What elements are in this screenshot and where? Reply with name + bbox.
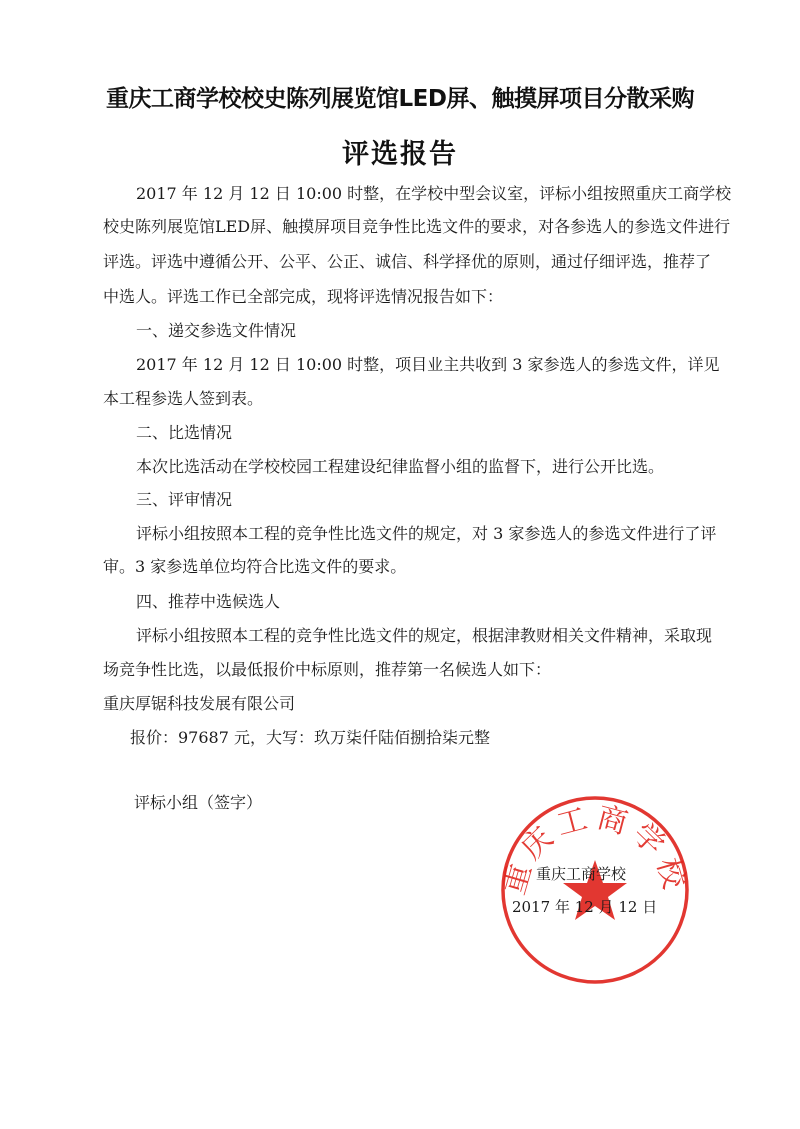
section-text: 审。3 家参选单位均符合比选文件的要求。 — [103, 557, 407, 576]
official-seal-icon — [495, 790, 695, 990]
winning-company: 重庆厚锯科技发展有限公司 — [103, 694, 296, 713]
section-text: 2017 年 12 月 12 日 10:00 时整，项目业主共收到 3 家参选人的参选文件，详见 — [136, 355, 720, 374]
section-text: 评标小组按照本工程的竞争性比选文件的规定，根据津教财相关文件精神，采取现 — [136, 626, 713, 645]
intro-line: 评选。评选中遵循公开、公平、公正、诚信、科学择优的原则，通过仔细评选，推荐了 — [103, 252, 712, 271]
section-text: 本工程参选人签到表。 — [103, 389, 264, 408]
section-text: 场竞争性比选，以最低报价中标原则，推荐第一名候选人如下： — [103, 660, 552, 679]
section-text: 本次比选活动在学校校园工程建设纪律监督小组的监督下，进行公开比选。 — [136, 457, 665, 476]
section-heading: 四、推荐中选候选人 — [136, 592, 281, 611]
section-heading: 二、比选情况 — [136, 423, 233, 442]
document-subtitle: 评选报告 — [342, 139, 458, 170]
intro-line: 2017 年 12 月 12 日 10:00 时整，在学校中型会议室，评标小组按照重庆工商学校 — [136, 184, 732, 203]
intro-line: 中选人。评选工作已全部完成，现将评选情况报告如下： — [103, 287, 504, 306]
signature-org: 重庆工商学校 — [536, 865, 627, 883]
section-heading: 三、评审情况 — [136, 490, 233, 509]
section-heading: 一、递交参选文件情况 — [136, 321, 297, 340]
signature-date: 2017 年 12 月 12 日 — [512, 898, 658, 916]
signature-label: 评标小组（签字） — [134, 793, 263, 812]
document-title: 重庆工商学校校史陈列展览馆LED屏、触摸屏项目分散采购 — [106, 86, 694, 112]
bid-price: 报价：97687 元，大写：玖万柒仟陆佰捌拾柒元整 — [130, 728, 490, 747]
section-text: 评标小组按照本工程的竞争性比选文件的规定，对 3 家参选人的参选文件进行了评 — [136, 524, 717, 543]
intro-line: 校史陈列展览馆LED屏、触摸屏项目竞争性比选文件的要求，对各参选人的参选文件进行 — [103, 217, 731, 236]
seal-text: 重庆工商学校 — [496, 799, 694, 899]
